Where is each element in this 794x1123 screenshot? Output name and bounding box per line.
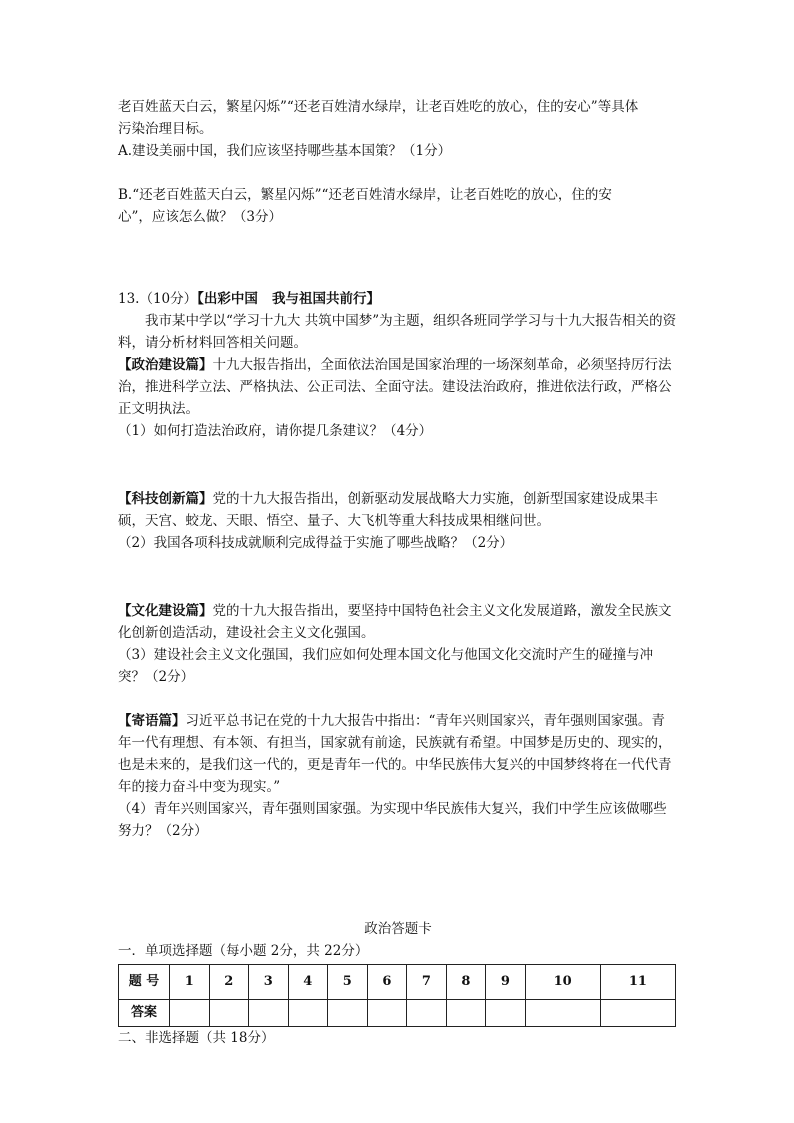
answer-table-number-row xyxy=(119,965,676,1000)
section-tech-tag: 【科技创新篇】 xyxy=(118,491,213,507)
answer-cell[interactable] xyxy=(600,1000,675,1027)
section-tech xyxy=(118,488,678,532)
answer-cell[interactable] xyxy=(486,1000,526,1027)
section-message-tag: 【寄语篇】 xyxy=(118,713,186,729)
question-number-cell: 11 xyxy=(600,965,675,1000)
answer-cell[interactable] xyxy=(446,1000,486,1027)
answer-table xyxy=(118,964,676,1027)
question-number-cell: 9 xyxy=(486,965,526,1000)
question-13-heading xyxy=(118,288,678,310)
answer-cell[interactable] xyxy=(407,1000,447,1027)
section-message xyxy=(118,710,678,798)
answer-cell[interactable] xyxy=(328,1000,368,1027)
section-politics xyxy=(118,354,678,420)
question-number-cell: 6 xyxy=(367,965,407,1000)
answer-card-section-2: 二、非选择题（共 18分） xyxy=(118,1030,275,1046)
subquestion-1: （1）如何打造法治政府，请你提几条建议？（4分） xyxy=(118,423,433,439)
question-13-number: 13.（10分） xyxy=(118,291,198,307)
section-tech-text: 党的十九大报告指出，创新驱动发展战略大力实施，创新型国家建设成果丰硕，天宫、蛟龙、天眼、悟空、量子、大飞机等重大科技成果相继问世。 xyxy=(118,491,658,529)
question-number-cell: 2 xyxy=(209,965,249,1000)
answer-table-answer-row xyxy=(119,1000,676,1027)
question-b-line-1: B.“还老百姓蓝天白云，繁星闪烁”“还老百姓清水绿岸，让老百姓吃的放心，住的安 xyxy=(118,187,612,203)
subquestion-4: （4）青年兴则国家兴，青年强则国家强。为实现中华民族伟大复兴，我们中学生应该做哪些努力？（2分） xyxy=(118,801,667,839)
answer-card-section-1: 一．单项选择题（每小题 2分，共 22分） xyxy=(118,943,369,959)
question-number-header: 题 号 xyxy=(119,965,170,1000)
answer-cell[interactable] xyxy=(209,1000,249,1027)
subquestion-3: （3）建设社会主义文化强国，我们应如何处理本国文化与他国文化交流时产生的碰撞与冲突？（2分） xyxy=(118,647,654,685)
section-culture xyxy=(118,600,678,644)
question-13-title: 【出彩中国 我与祖国共前行】 xyxy=(197,291,381,307)
section-message-text: 习近平总书记在党的十九大报告中指出：“青年兴则国家兴，青年强则国家强。青年一代有理想、有本领、有担当，国家就有前途，民族就有希望。中国梦是历史的、现实的，也是未来的，是我们这一代的，更是青年一代的。中华民族伟大复兴的中国梦终将在一代代青年的接力奋斗中变为现实。” xyxy=(118,713,672,795)
answer-cell[interactable] xyxy=(367,1000,407,1027)
intro-line-1: 老百姓蓝天白云，繁星闪烁”“还老百姓清水绿岸，让老百姓吃的放心，住的安心”等具体 xyxy=(118,99,639,115)
question-number-cell: 1 xyxy=(170,965,210,1000)
question-a: A.建设美丽中国，我们应该坚持哪些基本国策？（1分） xyxy=(118,143,452,159)
intro-line-2: 污染治理目标。 xyxy=(118,121,213,137)
answer-card-title: 政治答题卡 xyxy=(364,921,432,937)
answer-cell[interactable] xyxy=(249,1000,289,1027)
question-number-cell: 3 xyxy=(249,965,289,1000)
section-culture-tag: 【文化建设篇】 xyxy=(118,603,213,619)
question-number-cell: 10 xyxy=(525,965,600,1000)
question-number-cell: 7 xyxy=(407,965,447,1000)
answer-cell[interactable] xyxy=(170,1000,210,1027)
section-politics-text: 十九大报告指出，全面依法治国是国家治理的一场深刻革命，必须坚持厉行法治，推进科学立法、严格执法、公正司法、全面守法。建设法治政府，推进依法行政，严格公正文明执法。 xyxy=(118,357,672,417)
question-b-line-2: 心”，应该怎么做？（3分） xyxy=(118,209,282,225)
question-number-cell: 5 xyxy=(328,965,368,1000)
section-culture-text: 党的十九大报告指出，要坚持中国特色社会主义文化发展道路，激发全民族文化创新创造活动，建设社会主义文化强国。 xyxy=(118,603,672,641)
answer-cell[interactable] xyxy=(288,1000,328,1027)
question-13-intro: 我市某中学以“学习十九大 共筑中国梦”为主题，组织各班同学学习与十九大报告相关的资料，请分析材料回答相关问题。 xyxy=(118,313,677,351)
answer-header: 答案 xyxy=(119,1000,170,1027)
question-number-cell: 8 xyxy=(446,965,486,1000)
exam-page xyxy=(118,96,678,1049)
question-number-cell: 4 xyxy=(288,965,328,1000)
answer-cell[interactable] xyxy=(525,1000,600,1027)
subquestion-2: （2）我国各项科技成就顺利完成得益于实施了哪些战略？（2分） xyxy=(118,535,514,551)
section-politics-tag: 【政治建设篇】 xyxy=(118,357,213,373)
